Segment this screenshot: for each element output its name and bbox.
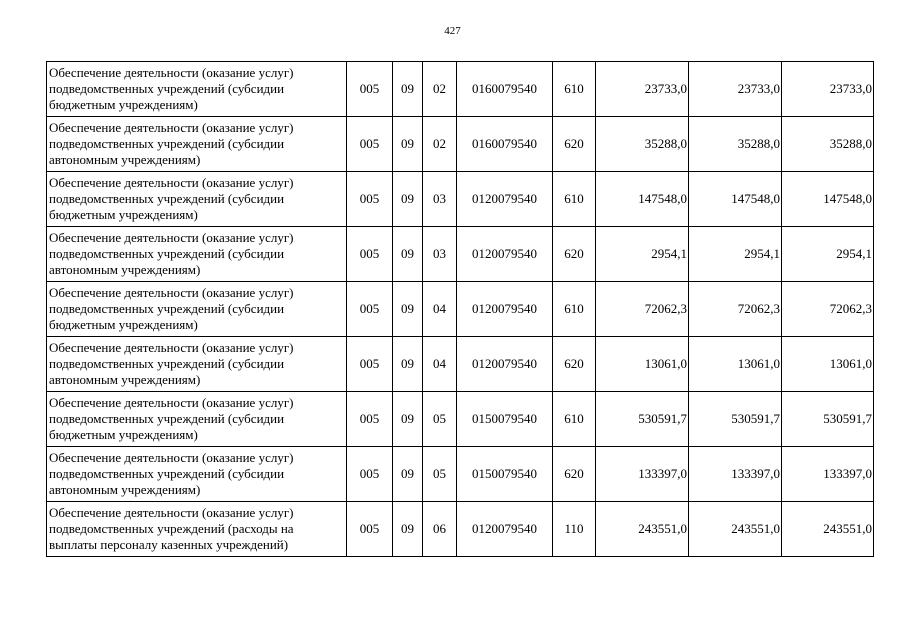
expense-type-code-cell: 610 <box>553 172 596 227</box>
department-code-cell: 005 <box>347 227 393 282</box>
amount-cell-2: 133397,0 <box>689 447 782 502</box>
amount-cell-2: 243551,0 <box>689 502 782 557</box>
amount-cell-2: 23733,0 <box>689 62 782 117</box>
amount-cell-3: 35288,0 <box>782 117 874 172</box>
expense-name-cell: Обеспечение деятельности (оказание услуг) подведомственных учреждений (субсидии автономным учреждениям) <box>47 227 347 282</box>
department-code-cell: 005 <box>347 282 393 337</box>
expense-name-cell: Обеспечение деятельности (оказание услуг) подведомственных учреждений (субсидии бюджетным учреждениям) <box>47 282 347 337</box>
section-code-cell: 09 <box>393 172 423 227</box>
amount-cell-1: 23733,0 <box>596 62 689 117</box>
amount-cell-3: 23733,0 <box>782 62 874 117</box>
expense-type-code-cell: 620 <box>553 337 596 392</box>
target-article-code-cell: 0150079540 <box>457 447 553 502</box>
target-article-code-cell: 0120079540 <box>457 227 553 282</box>
expense-name-cell: Обеспечение деятельности (оказание услуг) подведомственных учреждений (субсидии бюджетным учреждениям) <box>47 172 347 227</box>
subsection-code-cell: 06 <box>423 502 457 557</box>
expense-type-code-cell: 610 <box>553 62 596 117</box>
target-article-code-cell: 0160079540 <box>457 62 553 117</box>
table-body <box>47 62 874 557</box>
amount-cell-2: 147548,0 <box>689 172 782 227</box>
department-code-cell: 005 <box>347 447 393 502</box>
amount-cell-2: 13061,0 <box>689 337 782 392</box>
expense-name-cell: Обеспечение деятельности (оказание услуг) подведомственных учреждений (расходы на выплаты персоналу казенных учреждений) <box>47 502 347 557</box>
amount-cell-3: 72062,3 <box>782 282 874 337</box>
section-code-cell: 09 <box>393 502 423 557</box>
amount-cell-1: 13061,0 <box>596 337 689 392</box>
amount-cell-2: 2954,1 <box>689 227 782 282</box>
expense-name-cell: Обеспечение деятельности (оказание услуг) подведомственных учреждений (субсидии бюджетным учреждениям) <box>47 392 347 447</box>
amount-cell-1: 243551,0 <box>596 502 689 557</box>
expense-type-code-cell: 110 <box>553 502 596 557</box>
amount-cell-3: 147548,0 <box>782 172 874 227</box>
target-article-code-cell: 0150079540 <box>457 392 553 447</box>
subsection-code-cell: 04 <box>423 282 457 337</box>
subsection-code-cell: 03 <box>423 227 457 282</box>
department-code-cell: 005 <box>347 117 393 172</box>
section-code-cell: 09 <box>393 392 423 447</box>
page-number: 427 <box>444 25 461 37</box>
expense-name-cell: Обеспечение деятельности (оказание услуг) подведомственных учреждений (субсидии автономным учреждениям) <box>47 337 347 392</box>
expense-name-cell: Обеспечение деятельности (оказание услуг) подведомственных учреждений (субсидии автономным учреждениям) <box>47 117 347 172</box>
department-code-cell: 005 <box>347 392 393 447</box>
table-row <box>47 392 874 447</box>
target-article-code-cell: 0120079540 <box>457 337 553 392</box>
subsection-code-cell: 02 <box>423 62 457 117</box>
amount-cell-1: 2954,1 <box>596 227 689 282</box>
amount-cell-3: 2954,1 <box>782 227 874 282</box>
expense-type-code-cell: 620 <box>553 117 596 172</box>
table-row <box>47 117 874 172</box>
amount-cell-1: 133397,0 <box>596 447 689 502</box>
amount-cell-1: 35288,0 <box>596 117 689 172</box>
budget-table <box>46 61 874 557</box>
section-code-cell: 09 <box>393 282 423 337</box>
amount-cell-2: 530591,7 <box>689 392 782 447</box>
table-row <box>47 502 874 557</box>
target-article-code-cell: 0120079540 <box>457 282 553 337</box>
section-code-cell: 09 <box>393 227 423 282</box>
table-row <box>47 282 874 337</box>
table-row <box>47 447 874 502</box>
expense-type-code-cell: 620 <box>553 227 596 282</box>
subsection-code-cell: 05 <box>423 392 457 447</box>
expense-type-code-cell: 610 <box>553 392 596 447</box>
amount-cell-1: 72062,3 <box>596 282 689 337</box>
target-article-code-cell: 0120079540 <box>457 172 553 227</box>
target-article-code-cell: 0120079540 <box>457 502 553 557</box>
table-row <box>47 172 874 227</box>
expense-type-code-cell: 620 <box>553 447 596 502</box>
department-code-cell: 005 <box>347 502 393 557</box>
expense-name-cell: Обеспечение деятельности (оказание услуг) подведомственных учреждений (субсидии бюджетным учреждениям) <box>47 62 347 117</box>
section-code-cell: 09 <box>393 62 423 117</box>
section-code-cell: 09 <box>393 337 423 392</box>
expense-type-code-cell: 610 <box>553 282 596 337</box>
amount-cell-3: 133397,0 <box>782 447 874 502</box>
amount-cell-3: 530591,7 <box>782 392 874 447</box>
table-row <box>47 62 874 117</box>
section-code-cell: 09 <box>393 117 423 172</box>
department-code-cell: 005 <box>347 62 393 117</box>
table-row <box>47 227 874 282</box>
expense-name-cell: Обеспечение деятельности (оказание услуг) подведомственных учреждений (субсидии автономным учреждениям) <box>47 447 347 502</box>
subsection-code-cell: 02 <box>423 117 457 172</box>
subsection-code-cell: 05 <box>423 447 457 502</box>
subsection-code-cell: 04 <box>423 337 457 392</box>
amount-cell-1: 530591,7 <box>596 392 689 447</box>
amount-cell-2: 35288,0 <box>689 117 782 172</box>
department-code-cell: 005 <box>347 172 393 227</box>
amount-cell-1: 147548,0 <box>596 172 689 227</box>
amount-cell-2: 72062,3 <box>689 282 782 337</box>
amount-cell-3: 13061,0 <box>782 337 874 392</box>
table-row <box>47 337 874 392</box>
department-code-cell: 005 <box>347 337 393 392</box>
subsection-code-cell: 03 <box>423 172 457 227</box>
section-code-cell: 09 <box>393 447 423 502</box>
target-article-code-cell: 0160079540 <box>457 117 553 172</box>
amount-cell-3: 243551,0 <box>782 502 874 557</box>
